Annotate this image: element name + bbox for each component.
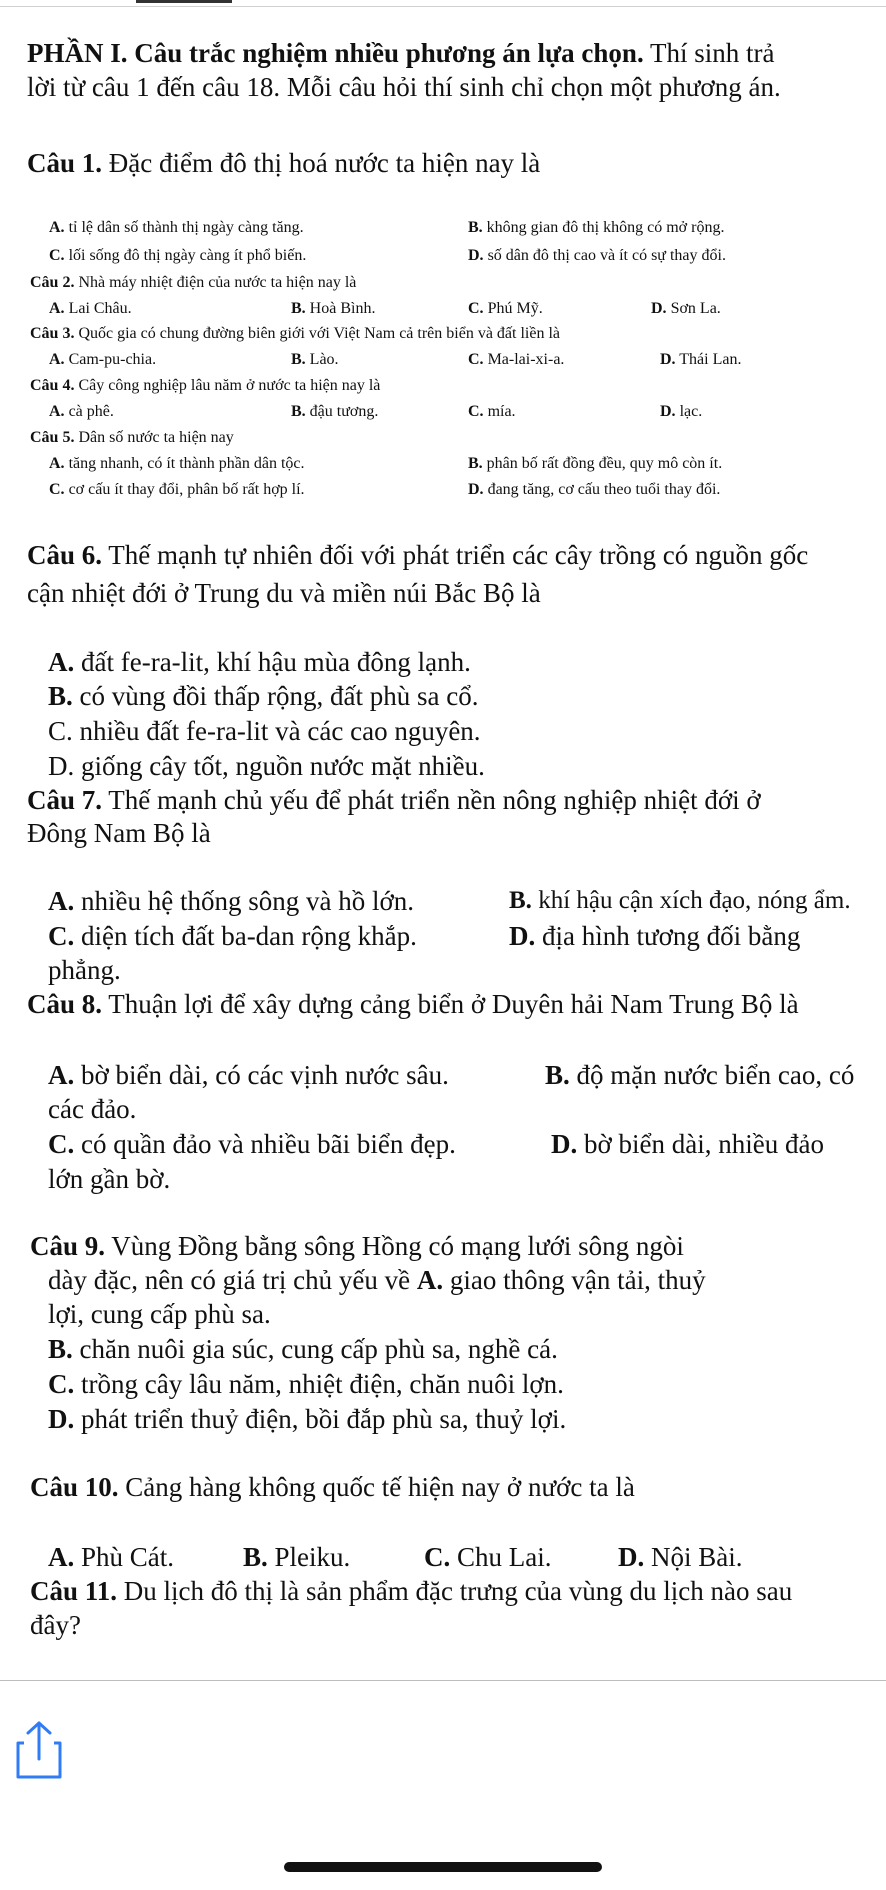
- q2-option-b: B. Hoà Bình.: [291, 300, 376, 317]
- question-6: Câu 6. Thế mạnh tự nhiên đối với phát triển các cây trồng có nguồn gốc: [27, 540, 809, 570]
- q3-option-b: B. Lào.: [291, 351, 339, 368]
- q8-option-d-cont: lớn gần bờ.: [48, 1164, 171, 1194]
- q9-option-b: B. chăn nuôi gia súc, cung cấp phù sa, nghề cá.: [48, 1334, 558, 1364]
- q1-option-a: A. tỉ lệ dân số thành thị ngày càng tăng.: [49, 219, 304, 236]
- q5-option-c: C. cơ cấu ít thay đổi, phân bố rất hợp lí.: [49, 481, 305, 498]
- q8-option-b-cont: các đảo.: [48, 1094, 137, 1124]
- q10-option-c: C. Chu Lai.: [424, 1542, 552, 1572]
- question-7: Câu 7. Thế mạnh chủ yếu để phát triển nền nông nghiệp nhiệt đới ở: [27, 785, 761, 815]
- q10-option-b: B. Pleiku.: [243, 1542, 351, 1572]
- q4-option-a: A. cà phê.: [49, 403, 114, 420]
- part-header-line-1: PHẦN I. Câu trắc nghiệm nhiều phương án lựa chọn. Thí sinh trả: [27, 38, 775, 68]
- question-3: Câu 3. Quốc gia có chung đường biên giới với Việt Nam cả trên biển và đất liền là: [30, 325, 561, 342]
- question-9-cont: dày đặc, nên có giá trị chủ yếu về A. giao thông vận tải, thuỷ: [48, 1265, 706, 1295]
- question-9: Câu 9. Vùng Đồng bằng sông Hồng có mạng lưới sông ngòi: [30, 1231, 684, 1261]
- question-11: Câu 11. Du lịch đô thị là sản phẩm đặc trưng của vùng du lịch nào sau: [30, 1576, 793, 1606]
- question-1: Câu 1. Đặc điểm đô thị hoá nước ta hiện nay là: [27, 148, 541, 178]
- q1-option-b: B. không gian đô thị không có mở rộng.: [468, 219, 725, 236]
- q9-option-d: D. phát triển thuỷ điện, bồi đắp phù sa, thuỷ lợi.: [48, 1404, 567, 1434]
- q3-option-a: A. Cam-pu-chia.: [49, 351, 157, 368]
- question-11-cont: đây?: [30, 1610, 81, 1640]
- q6-option-c: C. nhiều đất fe-ra-lit và các cao nguyên.: [48, 716, 481, 746]
- q1-option-d: D. số dân đô thị cao và ít có sự thay đổi.: [468, 247, 726, 264]
- q7-option-d-cont: phẳng.: [48, 955, 121, 985]
- q1-option-c: C. lối sống đô thị ngày càng ít phổ biến.: [49, 247, 307, 264]
- bottom-toolbar: [0, 1681, 886, 1890]
- q8-option-d: D. bờ biển dài, nhiều đảo: [551, 1129, 824, 1159]
- share-icon[interactable]: [14, 1719, 64, 1781]
- q10-option-d: D. Nội Bài.: [618, 1542, 743, 1572]
- q5-option-b: B. phân bố rất đồng đều, quy mô còn ít.: [468, 455, 723, 472]
- q2-option-d: D. Sơn La.: [651, 300, 721, 317]
- question-10: Câu 10. Cảng hàng không quốc tế hiện nay ở nước ta là: [30, 1472, 635, 1502]
- q3-option-d: D. Thái Lan.: [660, 351, 742, 368]
- q5-option-d: D. đang tăng, cơ cấu theo tuổi thay đổi.: [468, 481, 721, 498]
- q8-option-c: C. có quần đảo và nhiều bãi biển đẹp.: [48, 1129, 456, 1159]
- q2-option-a: A. Lai Châu.: [49, 300, 132, 317]
- q6-option-b: B. có vùng đồi thấp rộng, đất phù sa cổ.: [48, 681, 479, 711]
- home-indicator[interactable]: [284, 1862, 602, 1872]
- q2-option-c: C. Phú Mỹ.: [468, 300, 543, 317]
- q7-option-c: C. diện tích đất ba-dan rộng khắp.: [48, 921, 417, 951]
- q4-option-b: B. đậu tương.: [291, 403, 379, 420]
- q9-option-c: C. trồng cây lâu năm, nhiệt điện, chăn nuôi lợn.: [48, 1369, 564, 1399]
- q5-option-a: A. tăng nhanh, có ít thành phần dân tộc.: [49, 455, 305, 472]
- q4-option-d: D. lạc.: [660, 403, 703, 420]
- q9-option-a-cont: lợi, cung cấp phù sa.: [48, 1299, 271, 1329]
- q7-option-b: B. khí hậu cận xích đạo, nóng ẩm.: [509, 887, 851, 914]
- question-4: Câu 4. Cây công nghiệp lâu năm ở nước ta hiện nay là: [30, 377, 381, 394]
- question-5: Câu 5. Dân số nước ta hiện nay: [30, 429, 234, 446]
- q8-option-a: A. bờ biển dài, có các vịnh nước sâu.: [48, 1060, 449, 1090]
- q6-option-a: A. đất fe-ra-lit, khí hậu mùa đông lạnh.: [48, 647, 471, 677]
- q6-option-d: D. giống cây tốt, nguồn nước mặt nhiều.: [48, 751, 485, 781]
- q10-option-a: A. Phù Cát.: [48, 1542, 175, 1572]
- question-8: Câu 8. Thuận lợi để xây dựng cảng biển ở Duyên hải Nam Trung Bộ là: [27, 989, 799, 1019]
- q8-option-b: B. độ mặn nước biển cao, có: [545, 1060, 855, 1090]
- q7-option-a: A. nhiều hệ thống sông và hồ lớn.: [48, 886, 414, 916]
- question-7-cont: Đông Nam Bộ là: [27, 818, 211, 848]
- part-header-line-2: lời từ câu 1 đến câu 18. Mỗi câu hỏi thí sinh chỉ chọn một phương án.: [27, 72, 781, 102]
- question-6-cont: cận nhiệt đới ở Trung du và miền núi Bắc Bộ là: [27, 578, 541, 608]
- q7-option-d: D. địa hình tương đối bằng: [509, 921, 801, 951]
- question-2: Câu 2. Nhà máy nhiệt điện của nước ta hiện nay là: [30, 274, 357, 291]
- q4-option-c: C. mía.: [468, 403, 516, 420]
- q3-option-c: C. Ma-lai-xi-a.: [468, 351, 565, 368]
